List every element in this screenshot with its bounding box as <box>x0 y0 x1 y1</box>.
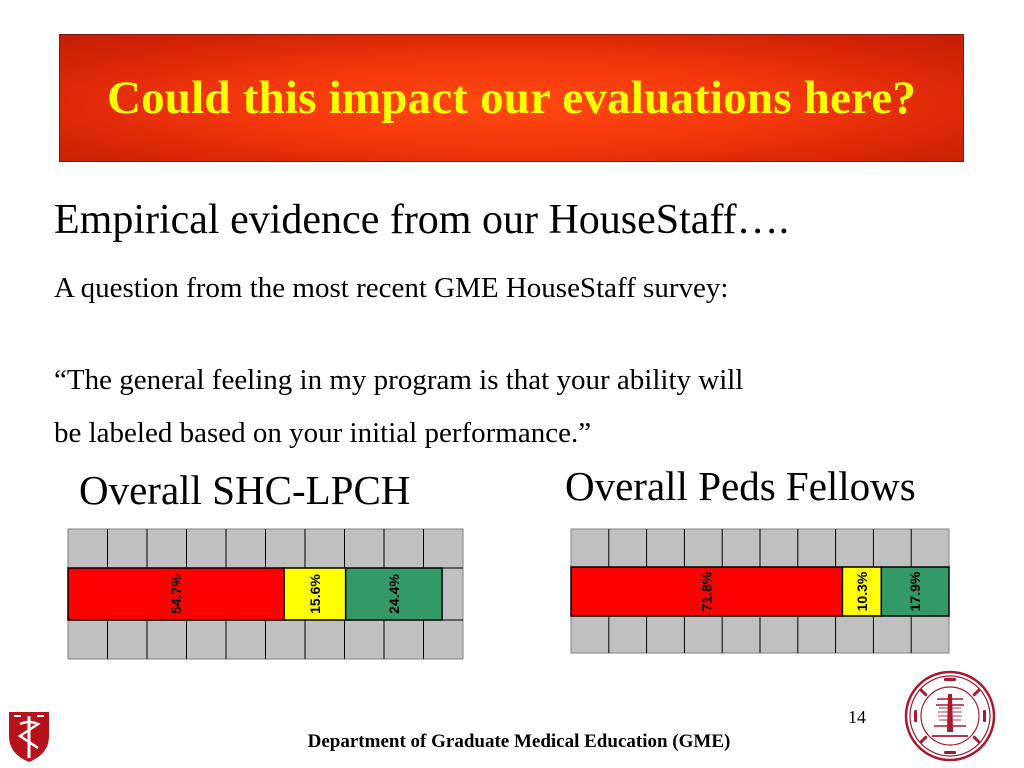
slide-heading: Empirical evidence from our HouseStaff…. <box>54 197 790 243</box>
survey-quote <box>54 354 743 460</box>
quote-line-2: be labeled based on your initial performance.” <box>54 417 592 449</box>
survey-question-intro: A question from the most recent GME HouseStaff survey: <box>54 272 729 304</box>
bar-value-label: 24.4% <box>385 574 402 614</box>
bar-value-label: 71.8% <box>698 571 715 612</box>
stanford-university-seal-icon <box>904 670 996 762</box>
quote-line-1: “The general feeling in my program is that your ability will <box>54 364 744 396</box>
bar-value-label: 54.7% <box>168 574 185 614</box>
chart-shc-lpch <box>67 528 464 660</box>
page-number: 14 <box>848 707 866 727</box>
bar-value-label: 17.9% <box>907 571 924 612</box>
chart-title-peds-fellows: Overall Peds Fellows <box>565 463 916 509</box>
bar-value-label: 15.6% <box>306 574 323 614</box>
bar-value-label: 10.3% <box>853 571 870 612</box>
footer-department: Department of Graduate Medical Education (GME) <box>307 731 731 752</box>
title-banner <box>59 34 964 162</box>
slide-title: Could this impact our evaluations here? <box>106 72 917 124</box>
chart-peds-fellows <box>570 528 950 654</box>
chart-title-shc-lpch: Overall SHC-LPCH <box>79 467 411 513</box>
